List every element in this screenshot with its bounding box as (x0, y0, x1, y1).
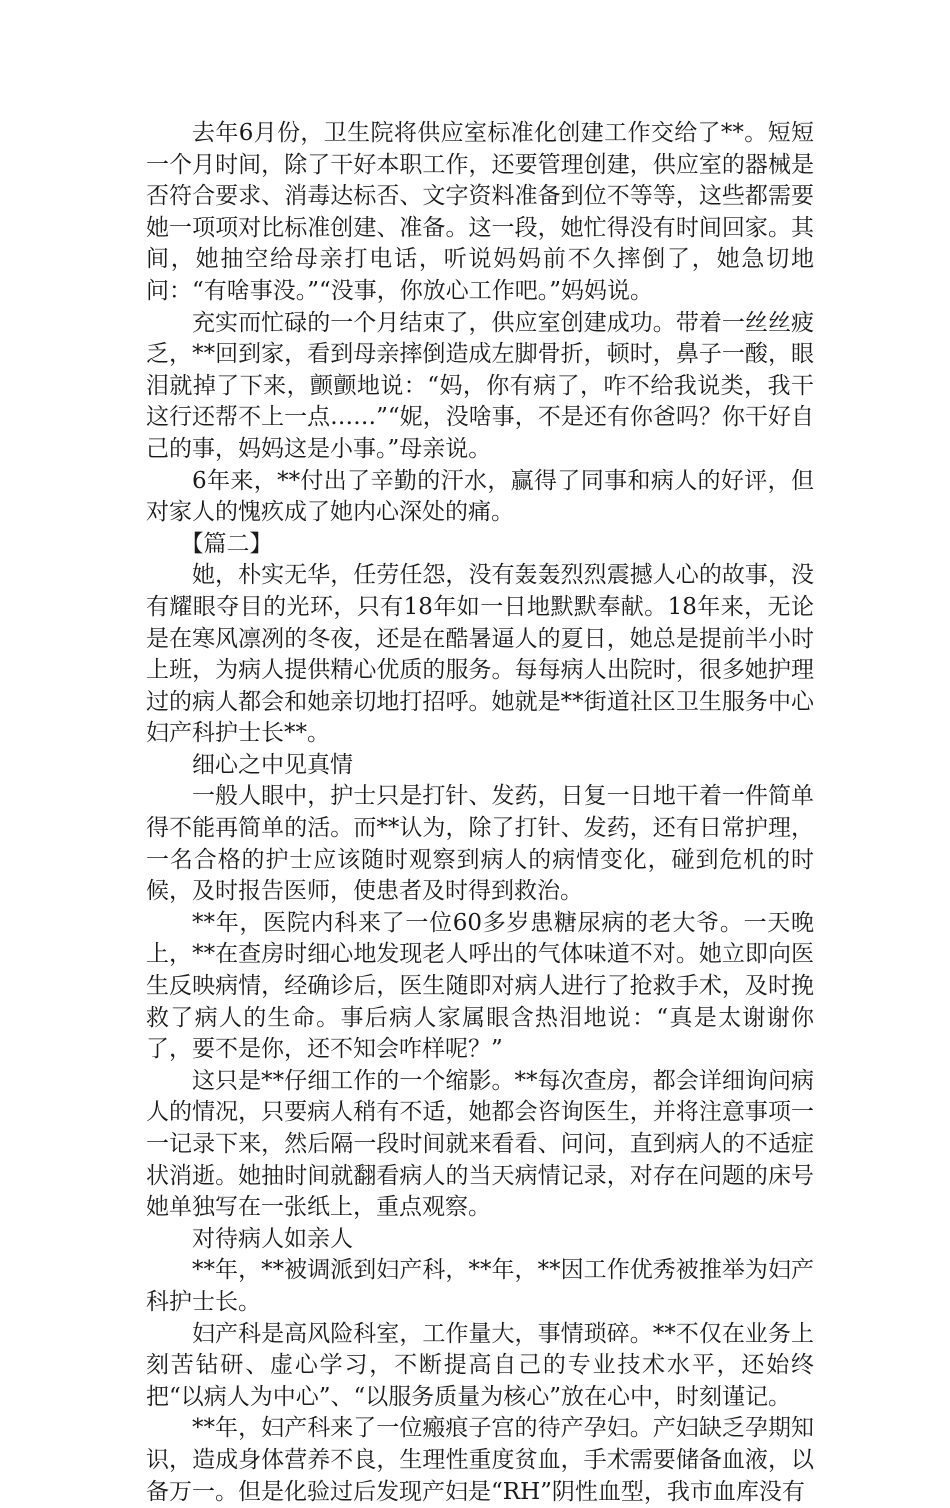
section-heading-part-two: 【篇二】 (180, 530, 273, 557)
paragraph-mother-injury: 充实而忙碌的一个月结束了，供应室创建成功。带着一丝丝疲乏，**回到家，看到母亲摔倒造成左脚骨折，顿时，鼻子一酸，眼泪就掉了下来，颤颤地说：“妈，你有病了，咋不给我说类，我干这行还帮不上一点……”“妮，没啥事，不是还有你爸吗？你干好自己的事，妈妈这是小事。”母亲说。 (146, 309, 814, 462)
paragraph-transfer: **年，**被调派到妇产科，**年，**因工作优秀被推举为妇产科护士长。 (146, 1257, 814, 1315)
paragraph-nurse-role: 一般人眼中，护士只是打针、发药，日复一日地干着一件简单得不能再简单的活。而**认为，除了打针、发药，还有日常护理，一名合格的护士应该随时观察到病人的病情变化，碰到危机的时候，及时报告医师，使患者及时得到救治。 (146, 783, 814, 905)
paragraph-six-years: 6年来，**付出了辛勤的汗水，赢得了同事和病人的好评，但对家人的愧疚成了她内心深处的痛。 (146, 467, 814, 526)
paragraph-ward-rounds: 这只是**仔细工作的一个缩影。**每次查房，都会详细询问病人的情况，只要病人稍有不适，她都会咨询医生，并将注意事项一一记录下来，然后隔一段时间就来看看、问问，直到病人的不适症状消逝。她抽时间就翻看病人的当天病情记录，对存在问题的床号她单独写在一张纸上，重点观察。 (146, 1067, 814, 1221)
paragraph-rh-negative-case: **年，妇产科来了一位瘢痕子宫的待产孕妇。产妇缺乏孕期知识，造成身体营养不良，生理性重度贫血，手术需要储备血液，以备万一。但是化验过后发现产妇是“RH”阴性血型，我市血库没有 (146, 1415, 814, 1505)
paragraph-introduction: 她，朴实无华，任劳任怨，没有轰轰烈烈震撼人心的故事，没有耀眼夺目的光环，只有18年如一日地默默奉献。18年来，无论是在寒风凛冽的冬夜，还是在酷暑逼人的夏日，她总是提前半小时上班，为病人提供精心优质的服务。每每病人出院时，很多她护理过的病人都会和她亲切地打招呼。她就是**街道社区卫生服务中心妇产科护士长**。 (146, 562, 814, 747)
document-body (146, 118, 814, 1508)
subheading-care-in-details: 细心之中见真情 (192, 751, 353, 778)
subheading-patients-as-family: 对待病人如亲人 (192, 1225, 353, 1252)
paragraph-high-risk-department: 妇产科是高风险科室，工作量大，事情琐碎。**不仅在业务上刻苦钻研、虚心学习，不断提高自己的专业技术水平，还始终把“以病人为中心”、“以服务质量为核心”放在心中，时刻谨记。 (146, 1320, 814, 1410)
paragraph-supply-room: 去年6月份，卫生院将供应室标准化创建工作交给了**。短短一个月时间，除了干好本职工作，还要管理创建，供应室的器械是否符合要求、消毒达标否、文字资料准备到位不等等，这些都需要她一项项对比标准创建、准备。这一段，她忙得没有时间回家。其间，她抽空给母亲打电话，听说妈妈前不久摔倒了，她急切地问：“有啥事没。”“没事，你放心工作吧。”妈妈说。 (146, 120, 814, 304)
paragraph-diabetes-patient: **年，医院内科来了一位60多岁患糖尿病的老大爷。一天晚上，**在查房时细心地发现老人呼出的气体味道不对。她立即向医生反映病情，经确诊后，医生随即对病人进行了抢救手术，及时挽救了病人的生命。事后病人家属眼含热泪地说：“真是太谢谢你了，要不是你，还不知会咋样呢？” (146, 909, 814, 1063)
